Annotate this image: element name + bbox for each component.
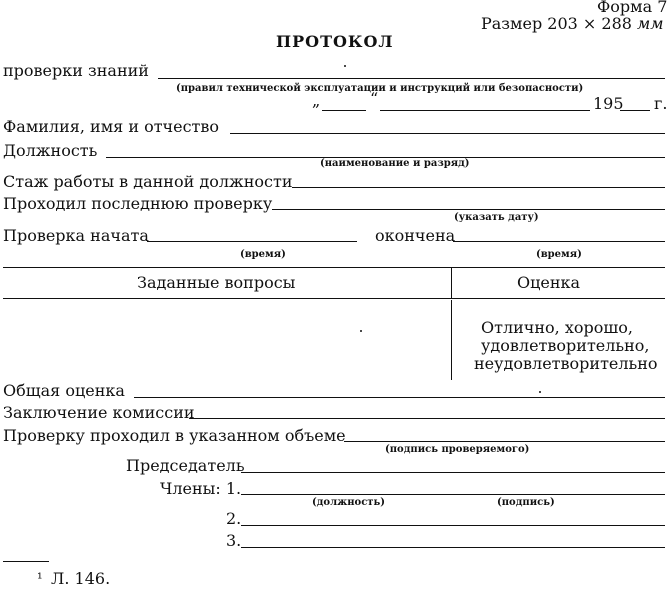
check-started-line [147,241,357,242]
commission-conclusion-label: Заключение комиссии [3,403,195,422]
member-signature-hint: (подпись) [497,497,555,508]
knowledge-check-line [158,78,665,79]
full-name-line [230,133,665,134]
knowledge-check-hint: (правил технической эксплуатации и инструкций или безопасности) [176,83,584,94]
grade-option-line-3: неудовлетворительно [474,354,658,373]
table-header-rule [3,298,665,299]
table-body-divider [451,300,452,380]
size-unit: мм [637,14,664,33]
date-open-quote: „ [312,91,321,110]
chairman-line [241,472,665,473]
knowledge-check-label: проверки знаний [3,61,149,80]
speck [360,330,362,332]
year-prefix: 195 [593,94,624,113]
chairman-label: Председатель [126,456,245,475]
check-started-label: Проверка начата [3,226,149,245]
scope-passed-label: Проверку проходил в указанном объеме [3,426,346,445]
footnote-mark: ¹ [37,571,43,587]
date-day-line [322,110,366,111]
form-number: Форма 7 [597,0,668,16]
examinee-signature-hint: (подпись проверяемого) [385,444,530,455]
last-check-line [272,209,665,210]
date-close-quote: “ [370,89,379,108]
scope-passed-line [344,441,665,442]
experience-label: Стаж работы в данной должности [3,172,293,191]
member-1-line [241,494,665,495]
time-hint-start: (время) [240,249,286,260]
member-1-label: Члены: 1. [160,479,242,498]
size-value: Размер 203 × 288 [481,14,632,33]
size-label [481,15,664,33]
overall-grade-line [134,397,665,398]
last-check-hint: (указать дату) [454,212,539,223]
footnote-text: Л. 146. [51,569,111,588]
member-2-label: 2. [226,509,242,528]
check-ended-label: окончена [375,226,456,245]
member-2-line [241,525,665,526]
commission-conclusion-line [189,418,665,419]
year-line [620,110,650,111]
grade-option-line-1: Отлично, хорошо, [481,318,633,337]
check-ended-line [453,241,665,242]
time-hint-end: (время) [536,249,582,260]
member-3-line [241,547,665,548]
last-check-label: Проходил последнюю проверку [3,194,273,213]
footnote-rule [3,561,49,562]
grade-option-line-2: удовлетворительно, [481,336,650,355]
member-position-hint: (должность) [312,497,386,508]
date-month-line [380,110,590,111]
experience-line [292,187,665,188]
position-label: Должность [3,141,98,160]
speck [539,391,541,393]
overall-grade-label: Общая оценка [3,381,125,400]
speck [344,65,346,67]
table-top-rule [3,267,665,268]
page-title: ПРОТОКОЛ [276,32,394,51]
col-grade-header: Оценка [517,273,581,292]
position-hint: (наименование и разряд) [320,158,470,169]
member-3-label: 3. [226,531,242,550]
table-header-divider [451,268,452,298]
col-questions-header: Заданные вопросы [137,273,296,292]
full-name-label: Фамилия, имя и отчество [3,117,220,136]
year-suffix: г. [654,94,668,113]
